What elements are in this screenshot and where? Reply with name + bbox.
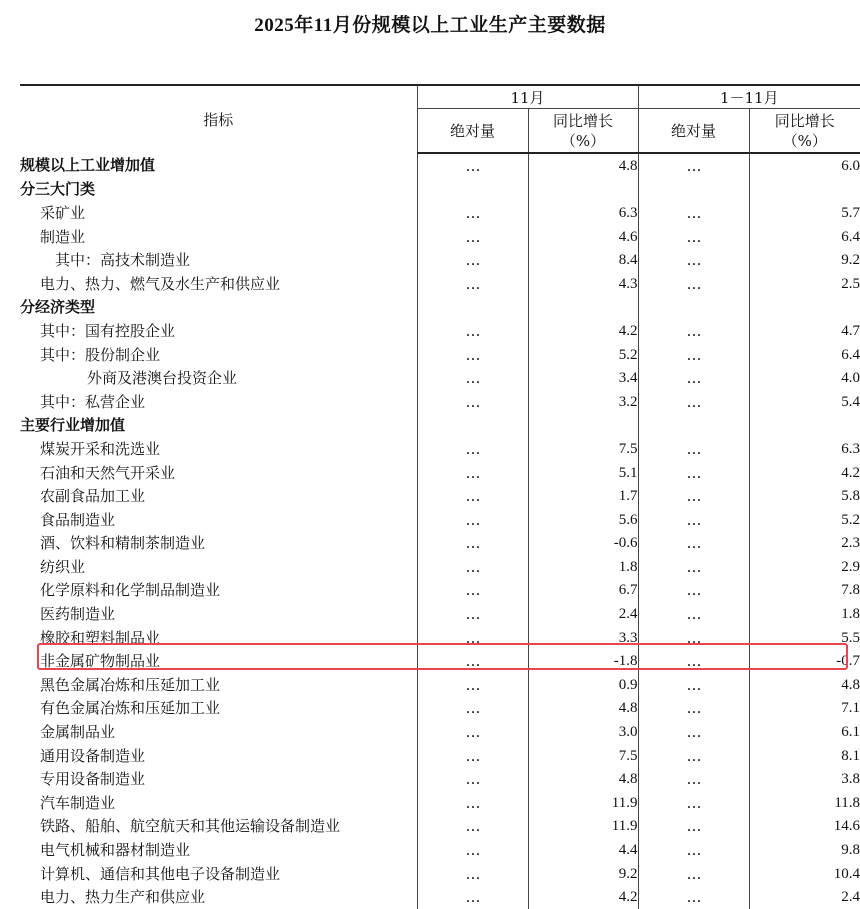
ytd-abs-value: … xyxy=(638,697,749,721)
table-row xyxy=(20,744,860,768)
month-yoy-value: 11.9 xyxy=(528,791,638,815)
ytd-yoy-value: 5.7 xyxy=(749,201,860,225)
ytd-yoy-value: 5.5 xyxy=(749,626,860,650)
table-row xyxy=(20,626,860,650)
month-abs-value: … xyxy=(417,343,528,367)
ytd-yoy-value: 6.4 xyxy=(749,343,860,367)
indicator-name: 食品制造业 xyxy=(20,508,417,532)
indicator-name: 电力、热力生产和供应业 xyxy=(20,885,417,909)
table-row xyxy=(20,248,860,272)
month-abs-value: … xyxy=(417,673,528,697)
indicator-name: 制造业 xyxy=(20,225,417,249)
ytd-yoy-value: 5.2 xyxy=(749,508,860,532)
month-abs-value: … xyxy=(417,885,528,909)
month-yoy-value: 0.9 xyxy=(528,673,638,697)
month-yoy-value: -1.8 xyxy=(528,649,638,673)
month-yoy-value: 5.2 xyxy=(528,343,638,367)
indicator-name: 主要行业增加值 xyxy=(20,414,417,438)
month-yoy-value: 3.3 xyxy=(528,626,638,650)
table-row xyxy=(20,720,860,744)
table-row xyxy=(20,697,860,721)
ytd-yoy-value xyxy=(749,414,860,438)
ytd-abs-value: … xyxy=(638,319,749,343)
month-yoy-value: 9.2 xyxy=(528,862,638,886)
month-abs-value: … xyxy=(417,791,528,815)
ytd-yoy-value: 6.0 xyxy=(749,153,860,178)
month-yoy-value: 6.7 xyxy=(528,579,638,603)
month-abs-value: … xyxy=(417,649,528,673)
indicator-name: 橡胶和塑料制品业 xyxy=(20,626,417,650)
ytd-yoy-value xyxy=(749,178,860,202)
ytd-yoy-value: 11.8 xyxy=(749,791,860,815)
month-abs-value: … xyxy=(417,626,528,650)
indicator-name: 黑色金属冶炼和压延加工业 xyxy=(20,673,417,697)
indicator-name: 专用设备制造业 xyxy=(20,767,417,791)
ytd-yoy-value: 2.5 xyxy=(749,272,860,296)
table-row xyxy=(20,508,860,532)
ytd-yoy-value: 2.3 xyxy=(749,532,860,556)
table-row xyxy=(20,602,860,626)
indicator-name: 石油和天然气开采业 xyxy=(20,461,417,485)
ytd-abs-value: … xyxy=(638,626,749,650)
table-row xyxy=(20,555,860,579)
indicator-name: 其中：股份制企业 xyxy=(20,343,417,367)
ytd-abs-value: … xyxy=(638,815,749,839)
table-row xyxy=(20,319,860,343)
month-yoy-value: 3.4 xyxy=(528,366,638,390)
month-yoy-value: 4.8 xyxy=(528,153,638,178)
indicator-name: 农副食品加工业 xyxy=(20,484,417,508)
ytd-abs-value: … xyxy=(638,555,749,579)
month-abs-value: … xyxy=(417,555,528,579)
month-abs-value: … xyxy=(417,532,528,556)
page-title: 2025年11月份规模以上工业生产主要数据 xyxy=(0,10,860,37)
month-yoy-value: 1.8 xyxy=(528,555,638,579)
ytd-yoy-value: 9.8 xyxy=(749,838,860,862)
indicator-name: 通用设备制造业 xyxy=(20,744,417,768)
indicator-name: 规模以上工业增加值 xyxy=(20,153,417,178)
month-yoy-value: 4.8 xyxy=(528,767,638,791)
table-row xyxy=(20,862,860,886)
indicator-name: 计算机、通信和其他电子设备制造业 xyxy=(20,862,417,886)
table-row xyxy=(20,532,860,556)
ytd-yoy-value: 5.4 xyxy=(749,390,860,414)
indicator-name: 纺织业 xyxy=(20,555,417,579)
month-abs-value: … xyxy=(417,484,528,508)
indicator-name: 汽车制造业 xyxy=(20,791,417,815)
ytd-abs-value: … xyxy=(638,838,749,862)
indicator-header: 指标 xyxy=(20,85,417,153)
ytd-yoy-value: 7.8 xyxy=(749,579,860,603)
indicator-name: 酒、饮料和精制茶制造业 xyxy=(20,532,417,556)
month-abs-header: 绝对量 xyxy=(417,109,528,154)
month-yoy-value xyxy=(528,178,638,202)
month-abs-value: … xyxy=(417,508,528,532)
yoy-unit: （%） xyxy=(750,131,860,151)
ytd-abs-value: … xyxy=(638,484,749,508)
month-abs-value xyxy=(417,414,528,438)
table-row xyxy=(20,461,860,485)
month-abs-value: … xyxy=(417,201,528,225)
ytd-abs-value: … xyxy=(638,673,749,697)
table-row xyxy=(20,673,860,697)
ytd-abs-value: … xyxy=(638,862,749,886)
ytd-abs-value: … xyxy=(638,201,749,225)
indicator-name: 煤炭开采和洗选业 xyxy=(20,437,417,461)
month-abs-value xyxy=(417,296,528,320)
ytd-yoy-value: 10.4 xyxy=(749,862,860,886)
ytd-abs-value: … xyxy=(638,720,749,744)
indicator-name: 金属制品业 xyxy=(20,720,417,744)
ytd-abs-value: … xyxy=(638,532,749,556)
table-row xyxy=(20,201,860,225)
ytd-abs-value: … xyxy=(638,390,749,414)
ytd-yoy-value: -0.7 xyxy=(749,649,860,673)
ytd-abs-value: … xyxy=(638,579,749,603)
month-abs-value: … xyxy=(417,720,528,744)
table-row xyxy=(20,343,860,367)
table-row xyxy=(20,437,860,461)
month-abs-value: … xyxy=(417,319,528,343)
ytd-yoy-value: 4.8 xyxy=(749,673,860,697)
yoy-unit: （%） xyxy=(529,131,638,151)
ytd-yoy-value: 5.8 xyxy=(749,484,860,508)
table-row xyxy=(20,579,860,603)
ytd-abs-value xyxy=(638,296,749,320)
indicator-name: 采矿业 xyxy=(20,201,417,225)
table-body xyxy=(20,153,860,909)
ytd-abs-value: … xyxy=(638,508,749,532)
indicator-name: 其中：高技术制造业 xyxy=(20,248,417,272)
ytd-yoy-value: 2.9 xyxy=(749,555,860,579)
ytd-abs-value: … xyxy=(638,343,749,367)
ytd-abs-value: … xyxy=(638,649,749,673)
month-abs-value: … xyxy=(417,272,528,296)
ytd-abs-value: … xyxy=(638,744,749,768)
indicator-name: 外商及港澳台投资企业 xyxy=(20,366,417,390)
month-yoy-value: 11.9 xyxy=(528,815,638,839)
indicator-name: 医药制造业 xyxy=(20,602,417,626)
ytd-yoy-value: 4.2 xyxy=(749,461,860,485)
ytd-abs-value: … xyxy=(638,272,749,296)
ytd-yoy-value: 6.4 xyxy=(749,225,860,249)
ytd-yoy-value: 3.8 xyxy=(749,767,860,791)
ytd-header: 1－11月 xyxy=(638,85,860,109)
month-yoy-value xyxy=(528,414,638,438)
ytd-yoy-value: 1.8 xyxy=(749,602,860,626)
ytd-abs-value xyxy=(638,414,749,438)
ytd-abs-value: … xyxy=(638,248,749,272)
table-row xyxy=(20,885,860,909)
ytd-yoy-value: 14.6 xyxy=(749,815,860,839)
month-yoy-value: 2.4 xyxy=(528,602,638,626)
ytd-abs-value: … xyxy=(638,767,749,791)
ytd-yoy-value: 7.1 xyxy=(749,697,860,721)
ytd-yoy-value: 6.3 xyxy=(749,437,860,461)
month-yoy-value: 1.7 xyxy=(528,484,638,508)
indicator-name: 非金属矿物制品业 xyxy=(20,649,417,673)
ytd-abs-value: … xyxy=(638,153,749,178)
month-yoy-value: 7.5 xyxy=(528,437,638,461)
month-abs-value: … xyxy=(417,815,528,839)
indicator-name: 铁路、船舶、航空航天和其他运输设备制造业 xyxy=(20,815,417,839)
month-yoy-value: -0.6 xyxy=(528,532,638,556)
table-row xyxy=(20,272,860,296)
ytd-yoy-header xyxy=(749,109,860,154)
ytd-yoy-value: 9.2 xyxy=(749,248,860,272)
month-yoy-value: 4.2 xyxy=(528,319,638,343)
month-abs-value: … xyxy=(417,153,528,178)
month-header: 11月 xyxy=(417,85,638,109)
table-row xyxy=(20,366,860,390)
month-yoy-value: 4.4 xyxy=(528,838,638,862)
table-row xyxy=(20,649,860,673)
yoy-label: 同比增长 xyxy=(750,111,860,131)
month-yoy-value: 5.1 xyxy=(528,461,638,485)
month-yoy-value: 4.6 xyxy=(528,225,638,249)
month-abs-value: … xyxy=(417,602,528,626)
month-abs-value: … xyxy=(417,225,528,249)
month-abs-value: … xyxy=(417,579,528,603)
ytd-abs-value: … xyxy=(638,225,749,249)
yoy-label: 同比增长 xyxy=(529,111,638,131)
month-yoy-value: 4.2 xyxy=(528,885,638,909)
indicator-name: 其中：私营企业 xyxy=(20,390,417,414)
month-yoy-value: 5.6 xyxy=(528,508,638,532)
ytd-yoy-value: 4.7 xyxy=(749,319,860,343)
month-yoy-header xyxy=(528,109,638,154)
ytd-abs-value xyxy=(638,178,749,202)
indicator-name: 电气机械和器材制造业 xyxy=(20,838,417,862)
month-abs-value: … xyxy=(417,767,528,791)
month-yoy-value: 3.2 xyxy=(528,390,638,414)
table-row xyxy=(20,767,860,791)
table-row xyxy=(20,178,860,202)
ytd-yoy-value xyxy=(749,296,860,320)
table-row xyxy=(20,225,860,249)
month-abs-value: … xyxy=(417,390,528,414)
month-abs-value: … xyxy=(417,248,528,272)
indicator-name: 化学原料和化学制品制造业 xyxy=(20,579,417,603)
table-row xyxy=(20,153,860,178)
month-yoy-value: 4.3 xyxy=(528,272,638,296)
ytd-yoy-value: 2.4 xyxy=(749,885,860,909)
ytd-yoy-value: 8.1 xyxy=(749,744,860,768)
ytd-yoy-value: 4.0 xyxy=(749,366,860,390)
month-abs-value xyxy=(417,178,528,202)
indicator-name: 电力、热力、燃气及水生产和供应业 xyxy=(20,272,417,296)
table-row xyxy=(20,414,860,438)
month-yoy-value: 6.3 xyxy=(528,201,638,225)
ytd-abs-value: … xyxy=(638,791,749,815)
month-yoy-value: 7.5 xyxy=(528,744,638,768)
ytd-abs-value: … xyxy=(638,437,749,461)
month-yoy-value: 4.8 xyxy=(528,697,638,721)
month-abs-value: … xyxy=(417,366,528,390)
ytd-abs-value: … xyxy=(638,885,749,909)
ytd-abs-header: 绝对量 xyxy=(638,109,749,154)
month-abs-value: … xyxy=(417,838,528,862)
month-abs-value: … xyxy=(417,697,528,721)
month-yoy-value xyxy=(528,296,638,320)
month-abs-value: … xyxy=(417,437,528,461)
table-row xyxy=(20,815,860,839)
indicator-name: 分经济类型 xyxy=(20,296,417,320)
ytd-abs-value: … xyxy=(638,602,749,626)
month-abs-value: … xyxy=(417,461,528,485)
indicator-name: 其中：国有控股企业 xyxy=(20,319,417,343)
month-yoy-value: 3.0 xyxy=(528,720,638,744)
table-row xyxy=(20,791,860,815)
indicator-name: 有色金属冶炼和压延加工业 xyxy=(20,697,417,721)
ytd-abs-value: … xyxy=(638,461,749,485)
month-yoy-value: 8.4 xyxy=(528,248,638,272)
statistics-table xyxy=(20,84,860,909)
table-row xyxy=(20,390,860,414)
table-row xyxy=(20,838,860,862)
indicator-name: 分三大门类 xyxy=(20,178,417,202)
ytd-yoy-value: 6.1 xyxy=(749,720,860,744)
table-row xyxy=(20,484,860,508)
ytd-abs-value: … xyxy=(638,366,749,390)
table-row xyxy=(20,296,860,320)
month-abs-value: … xyxy=(417,744,528,768)
month-abs-value: … xyxy=(417,862,528,886)
